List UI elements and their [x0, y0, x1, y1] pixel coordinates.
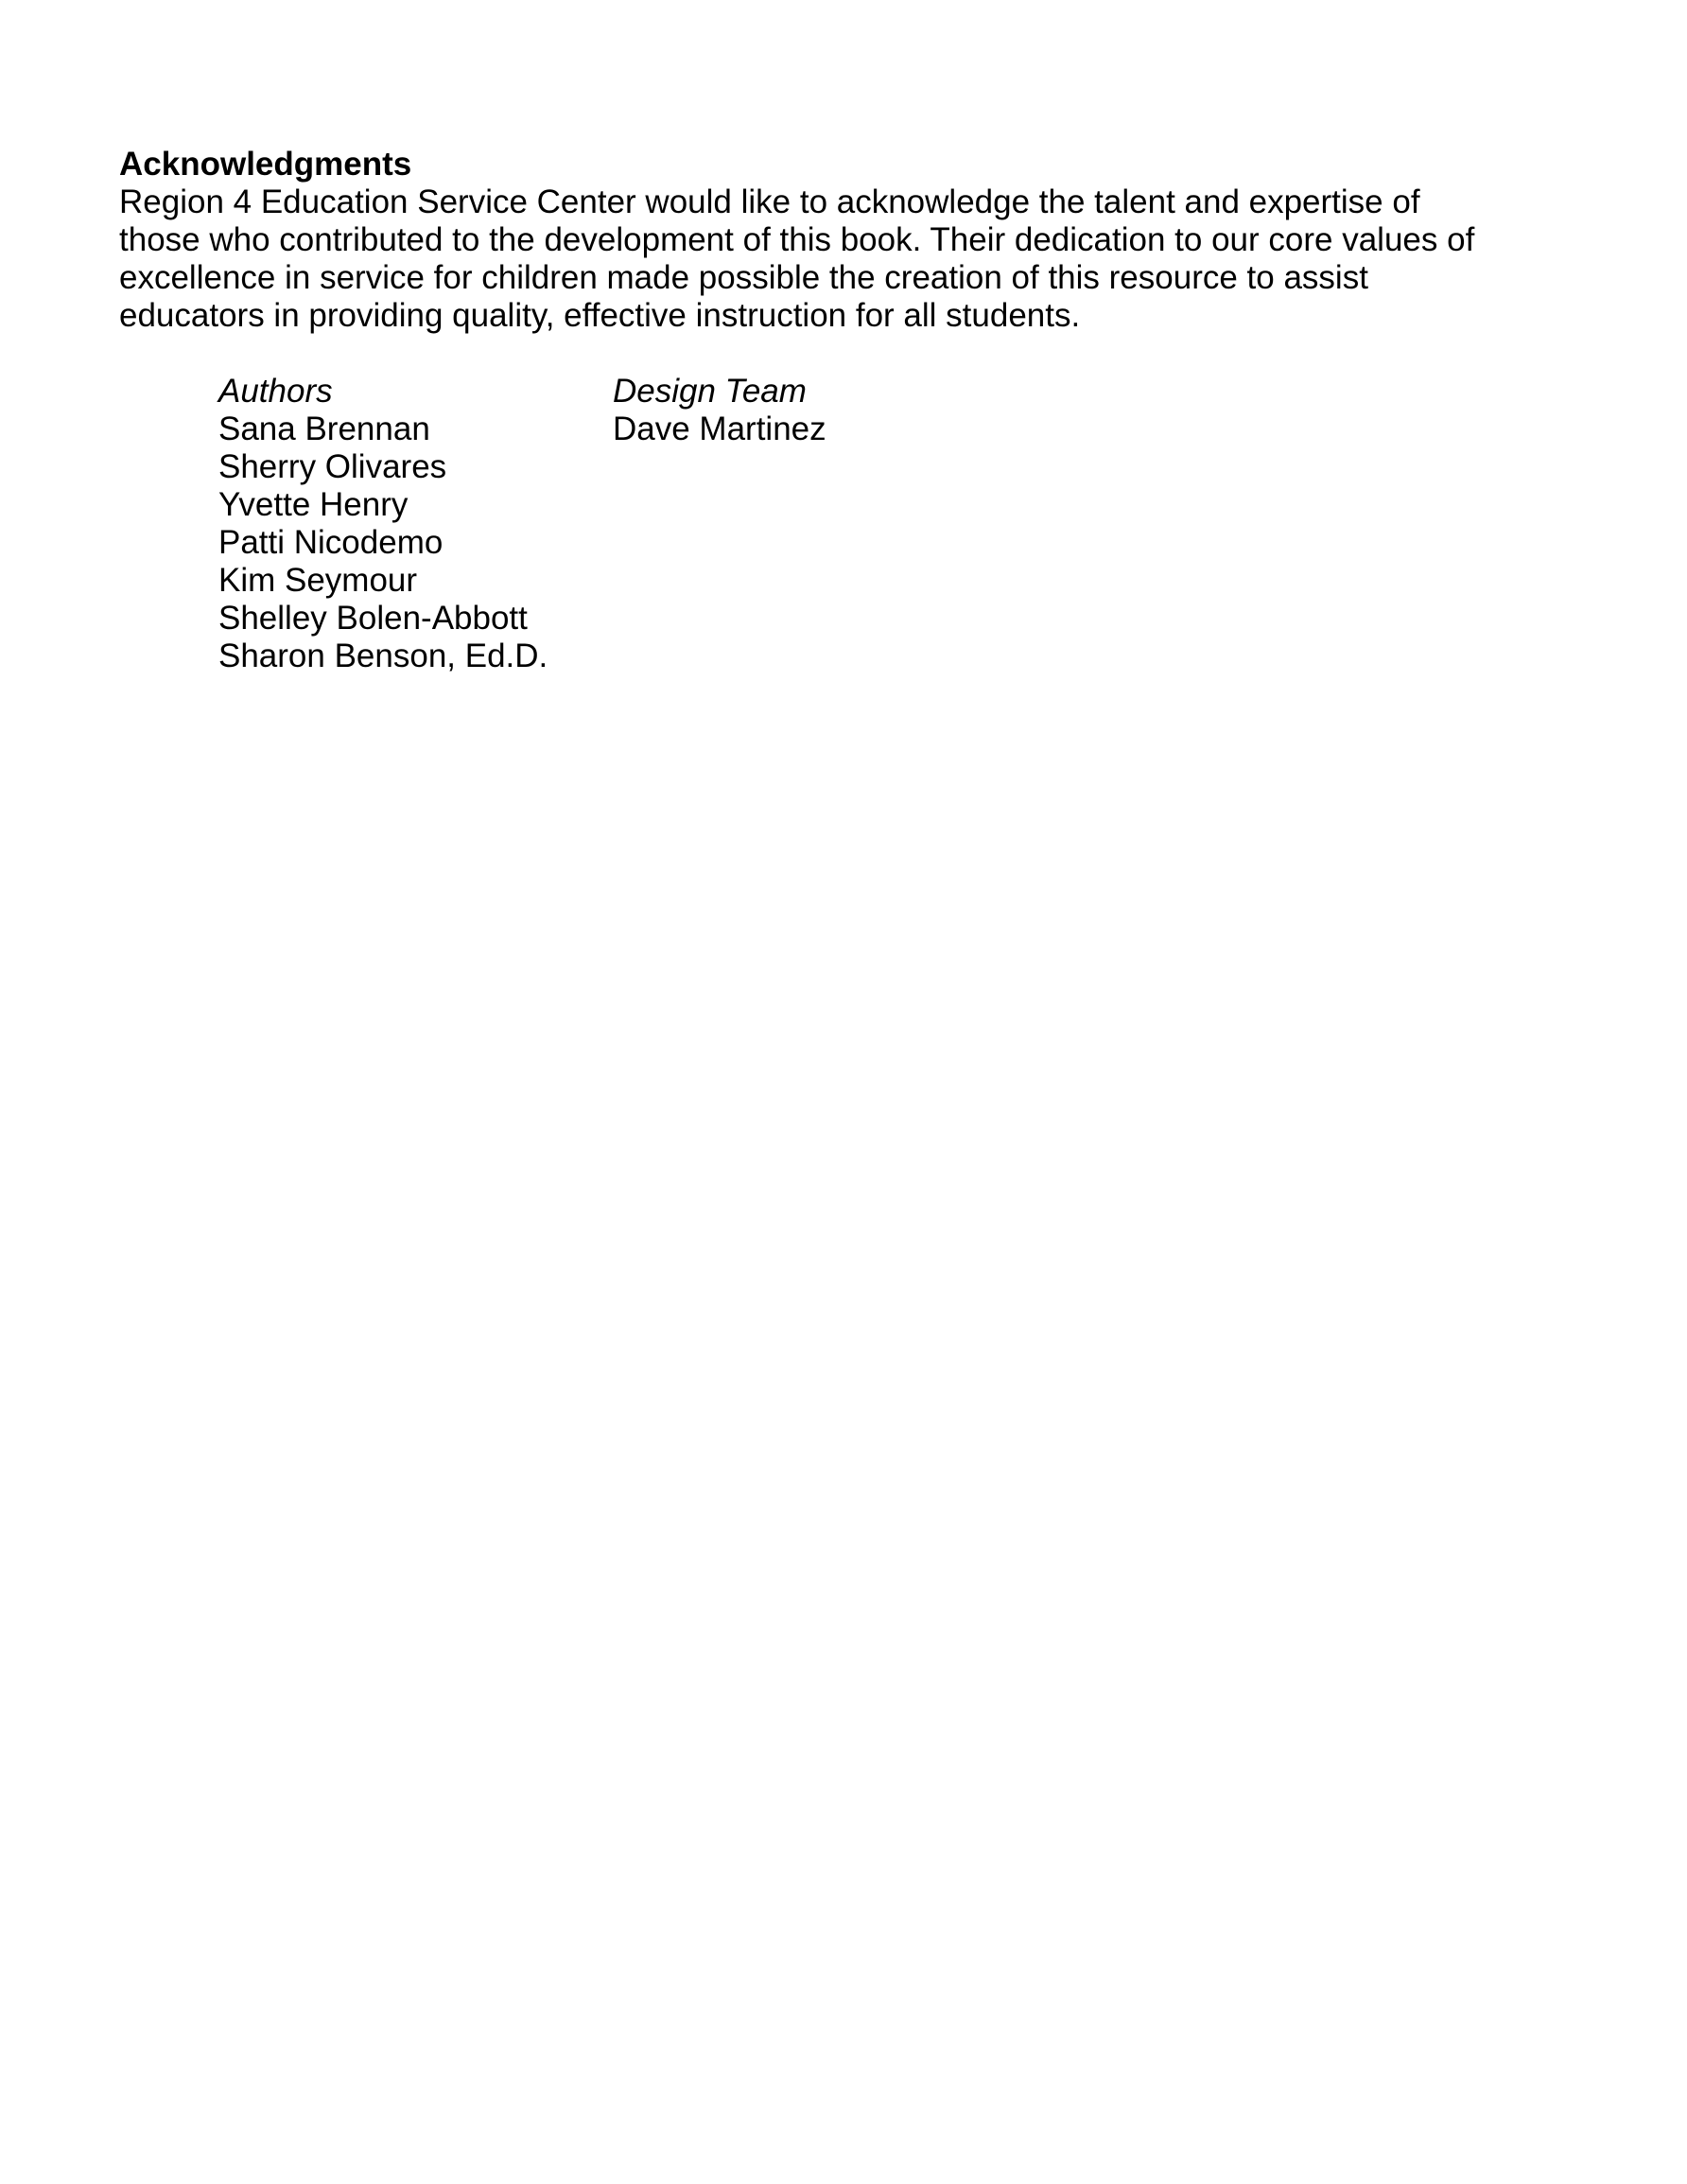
author-name: Sherry Olivares	[218, 448, 447, 485]
author-name: Shelley Bolen-Abbott	[218, 600, 528, 637]
design-team-heading: Design Team	[613, 373, 807, 410]
paragraph-line: excellence in service for children made possible the creation of this resource to assist	[119, 259, 1368, 296]
author-name: Sana Brennan	[218, 411, 430, 447]
authors-heading: Authors	[218, 373, 333, 410]
section-heading: Acknowledgments	[119, 146, 412, 183]
design-team-column	[613, 373, 826, 448]
author-name: Patti Nicodemo	[218, 524, 443, 561]
design-team-name: Dave Martinez	[613, 411, 826, 447]
paragraph-line: educators in providing quality, effective instruction for all students.	[119, 297, 1081, 334]
author-name: Sharon Benson, Ed.D.	[218, 638, 548, 674]
author-name: Yvette Henry	[218, 486, 409, 523]
paragraph-line: those who contributed to the development of this book. Their dedication to our core values of	[119, 221, 1475, 258]
paragraph-line: Region 4 Education Service Center would like to acknowledge the talent and expertise of	[119, 183, 1420, 220]
authors-column	[218, 373, 548, 675]
author-name: Kim Seymour	[218, 562, 418, 599]
